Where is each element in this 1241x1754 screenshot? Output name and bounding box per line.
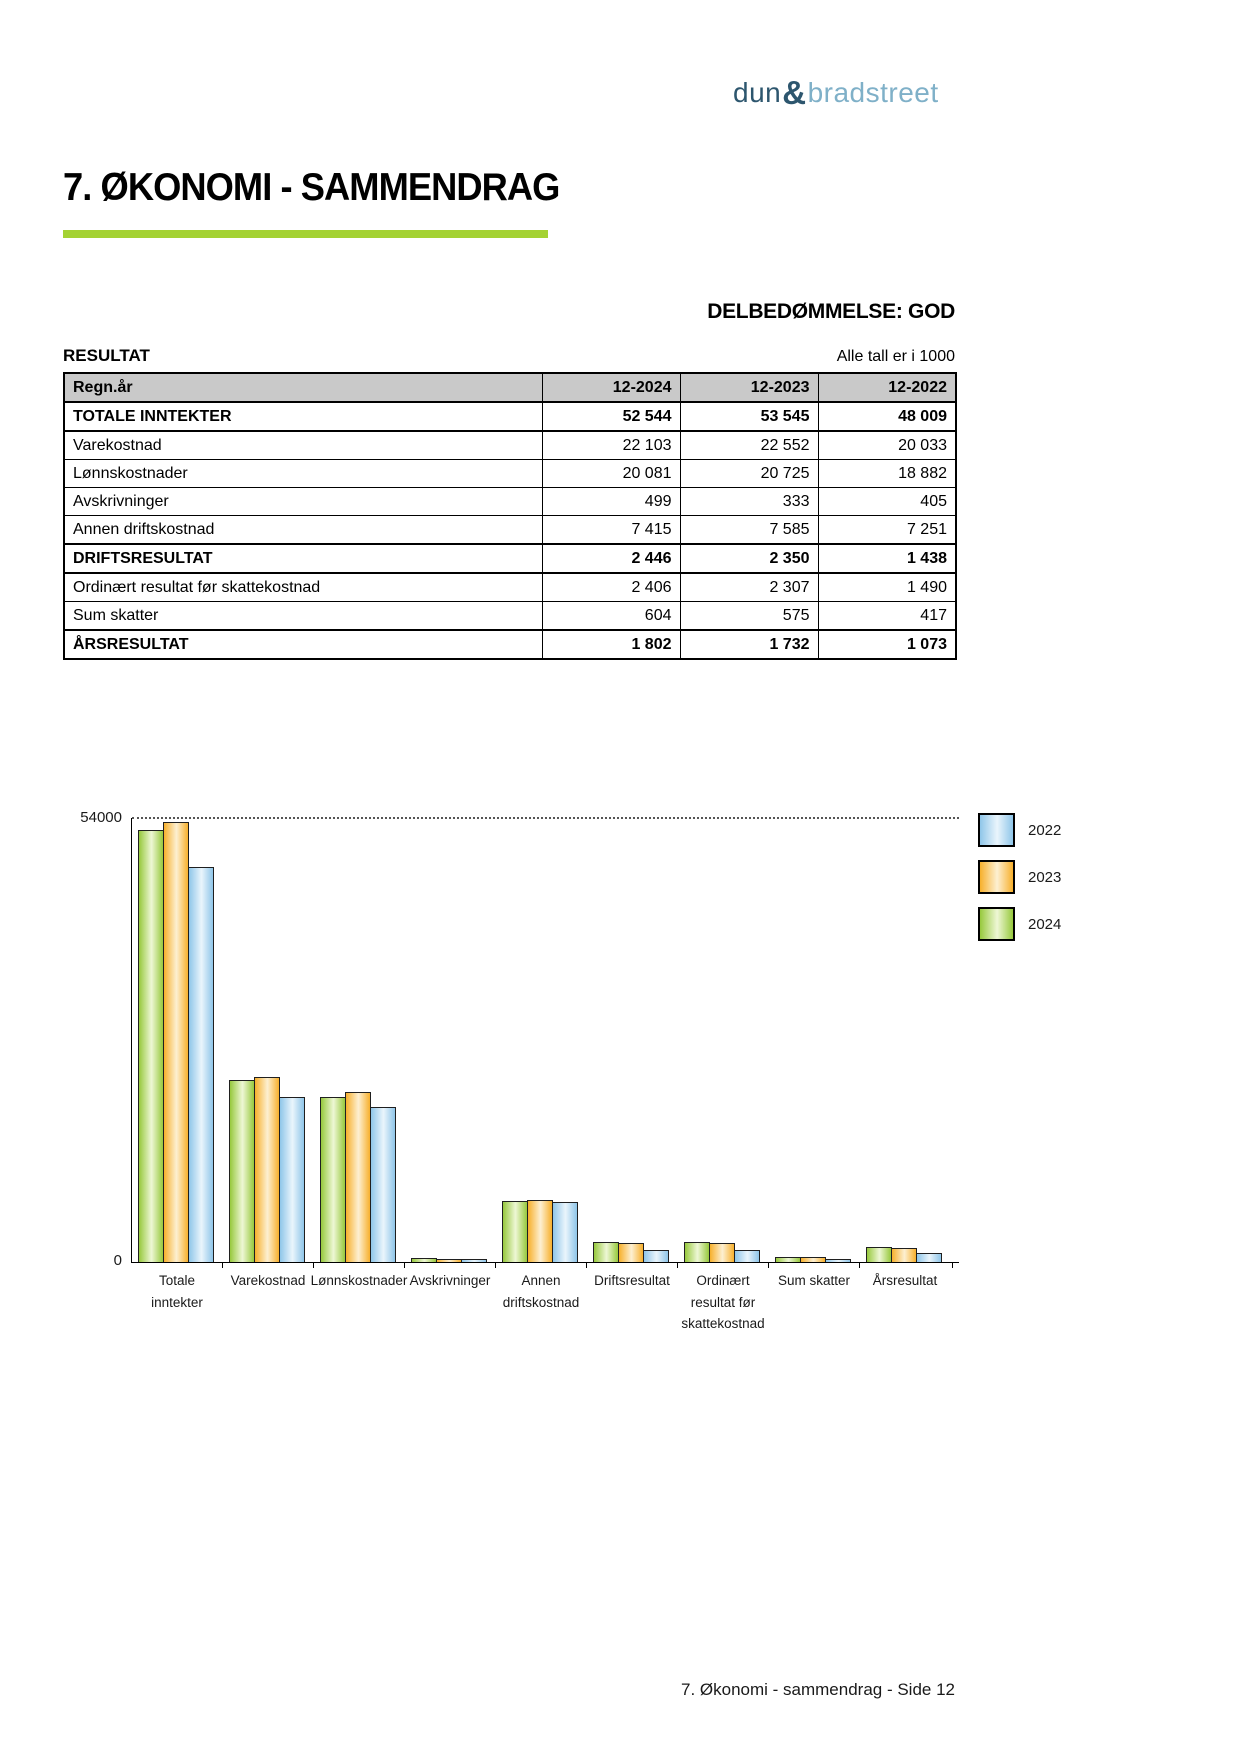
row-value: 333 bbox=[680, 488, 818, 516]
bar-group-4 bbox=[411, 1258, 489, 1262]
x-axis-tick bbox=[222, 1262, 223, 1268]
table-row bbox=[64, 573, 956, 602]
x-axis-tick bbox=[313, 1262, 314, 1268]
row-value: 7 251 bbox=[818, 516, 956, 545]
row-value: 405 bbox=[818, 488, 956, 516]
row-label: Annen driftskostnad bbox=[64, 516, 542, 545]
row-label: TOTALE INNTEKTER bbox=[64, 402, 542, 431]
row-value: 2 406 bbox=[542, 573, 680, 602]
column-header: 12-2024 bbox=[542, 373, 680, 402]
category-label-line: Driftsresultat bbox=[594, 1273, 670, 1288]
row-label: Ordinært resultat før skattekostnad bbox=[64, 573, 542, 602]
category-label-line: Sum skatter bbox=[777, 1273, 851, 1288]
category-label-line: driftskostnad bbox=[502, 1294, 580, 1310]
bar-2024 bbox=[411, 1258, 437, 1262]
table-row bbox=[64, 516, 956, 545]
bar-2024 bbox=[593, 1242, 619, 1262]
page-title: 7. ØKONOMI - SAMMENDRAG bbox=[63, 166, 560, 209]
row-value: 1 438 bbox=[818, 544, 956, 573]
bar-2023 bbox=[254, 1077, 280, 1262]
bar-group-1 bbox=[138, 822, 216, 1262]
bar-2023 bbox=[527, 1200, 553, 1262]
table-row bbox=[64, 630, 956, 659]
rating-label: DELBEDØMMELSE: GOD bbox=[707, 300, 955, 323]
bar-group-6 bbox=[593, 1242, 671, 1262]
category-label-line: Avskrivninger bbox=[409, 1273, 491, 1288]
bar-2022 bbox=[916, 1253, 942, 1262]
row-value: 22 552 bbox=[680, 431, 818, 460]
row-value: 2 446 bbox=[542, 544, 680, 573]
table-row bbox=[64, 460, 956, 488]
bar-2024 bbox=[229, 1080, 255, 1262]
bar-2024 bbox=[866, 1247, 892, 1262]
row-value: 22 103 bbox=[542, 431, 680, 460]
row-label: DRIFTSRESULTAT bbox=[64, 544, 542, 573]
category-label-line: Totale bbox=[158, 1273, 196, 1288]
x-axis-tick bbox=[859, 1262, 860, 1268]
x-axis-tick bbox=[586, 1262, 587, 1268]
bar-2023 bbox=[618, 1243, 644, 1262]
bar-2023 bbox=[436, 1259, 462, 1262]
bar-2022 bbox=[552, 1202, 578, 1262]
legend-swatch-2024 bbox=[978, 907, 1015, 941]
x-axis-tick bbox=[952, 1262, 953, 1268]
table-row bbox=[64, 602, 956, 631]
y-axis-max-label: 54000 bbox=[80, 809, 122, 826]
column-header: 12-2022 bbox=[818, 373, 956, 402]
row-value: 20 081 bbox=[542, 460, 680, 488]
bar-2024 bbox=[138, 830, 164, 1262]
category-label-line: Årsresultat bbox=[872, 1273, 938, 1288]
bar-2024 bbox=[775, 1257, 801, 1262]
logo-text-bradstreet: bradstreet bbox=[807, 77, 939, 108]
bar-2022 bbox=[734, 1250, 760, 1262]
row-label: Sum skatter bbox=[64, 602, 542, 631]
bar-2023 bbox=[345, 1092, 371, 1262]
bar-group-5 bbox=[502, 1200, 580, 1262]
x-axis-tick bbox=[677, 1262, 678, 1268]
bar-group-9 bbox=[866, 1247, 944, 1262]
results-table bbox=[63, 372, 957, 660]
bar-2022 bbox=[370, 1107, 396, 1262]
row-value: 1 732 bbox=[680, 630, 818, 659]
table-header-row bbox=[64, 373, 956, 402]
table-row bbox=[64, 431, 956, 460]
row-value: 499 bbox=[542, 488, 680, 516]
row-value: 1 802 bbox=[542, 630, 680, 659]
legend-swatch-2023 bbox=[978, 860, 1015, 894]
row-value: 417 bbox=[818, 602, 956, 631]
row-value: 2 307 bbox=[680, 573, 818, 602]
bar-2023 bbox=[709, 1243, 735, 1262]
row-value: 18 882 bbox=[818, 460, 956, 488]
row-value: 53 545 bbox=[680, 402, 818, 431]
bar-group-8 bbox=[775, 1257, 853, 1262]
row-value: 20 033 bbox=[818, 431, 956, 460]
row-value: 604 bbox=[542, 602, 680, 631]
row-label: Lønnskostnader bbox=[64, 460, 542, 488]
legend-item-2024 bbox=[978, 907, 1061, 941]
category-label-line: skattekostnad bbox=[681, 1316, 765, 1332]
row-value: 7 585 bbox=[680, 516, 818, 545]
row-value: 575 bbox=[680, 602, 818, 631]
row-value: 7 415 bbox=[542, 516, 680, 545]
legend-item-2022 bbox=[978, 813, 1061, 847]
max-gridline bbox=[132, 817, 959, 819]
category-label-line: resultat før bbox=[690, 1294, 756, 1310]
column-header: 12-2023 bbox=[680, 373, 818, 402]
legend-swatch-2022 bbox=[978, 813, 1015, 847]
x-axis-tick bbox=[768, 1262, 769, 1268]
row-label: Varekostnad bbox=[64, 431, 542, 460]
legend-label: 2023 bbox=[1028, 868, 1062, 886]
title-underline bbox=[63, 230, 548, 238]
page-footer: 7. Økonomi - sammendrag - Side 12 bbox=[680, 1680, 955, 1699]
category-label bbox=[845, 1270, 965, 1292]
bar-2022 bbox=[279, 1097, 305, 1262]
category-label-line: Lønnskostnader bbox=[310, 1273, 408, 1288]
row-value: 52 544 bbox=[542, 402, 680, 431]
section-label: RESULTAT bbox=[63, 346, 150, 365]
bar-2022 bbox=[461, 1259, 487, 1262]
row-value: 2 350 bbox=[680, 544, 818, 573]
category-label-line: Annen bbox=[521, 1273, 561, 1288]
table-body bbox=[64, 402, 956, 659]
table-row bbox=[64, 544, 956, 573]
bar-group-2 bbox=[229, 1077, 307, 1262]
ampersand-icon: & bbox=[782, 74, 807, 111]
legend-item-2023 bbox=[978, 860, 1061, 894]
bar-2023 bbox=[891, 1248, 917, 1262]
table-row bbox=[64, 402, 956, 431]
bar-2022 bbox=[825, 1259, 851, 1262]
units-note: Alle tall er i 1000 bbox=[836, 348, 955, 365]
category-label-line: inntekter bbox=[151, 1294, 203, 1310]
column-header: Regn.år bbox=[64, 373, 542, 402]
bar-2023 bbox=[163, 822, 189, 1262]
legend-label: 2024 bbox=[1028, 915, 1062, 933]
bar-2024 bbox=[502, 1201, 528, 1262]
row-value: 48 009 bbox=[818, 402, 956, 431]
chart-plot-area bbox=[131, 818, 959, 1332]
bar-2022 bbox=[643, 1250, 669, 1262]
table-row bbox=[64, 488, 956, 516]
bar-group-7 bbox=[684, 1242, 762, 1262]
y-axis-zero-label: 0 bbox=[113, 1252, 122, 1269]
legend-label: 2022 bbox=[1028, 821, 1062, 839]
bar-2024 bbox=[684, 1242, 710, 1262]
bar-2022 bbox=[188, 867, 214, 1262]
row-value: 20 725 bbox=[680, 460, 818, 488]
x-axis-tick bbox=[404, 1262, 405, 1268]
category-label-line: Varekostnad bbox=[230, 1273, 306, 1288]
bar-2023 bbox=[800, 1257, 826, 1262]
x-axis-tick bbox=[495, 1262, 496, 1268]
bar-group-3 bbox=[320, 1092, 398, 1262]
bar-2024 bbox=[320, 1097, 346, 1262]
dun-bradstreet-logo bbox=[733, 72, 939, 110]
row-label: ÅRSRESULTAT bbox=[64, 630, 542, 659]
logo-text-dun: dun bbox=[733, 77, 782, 108]
row-value: 1 073 bbox=[818, 630, 956, 659]
row-label: Avskrivninger bbox=[64, 488, 542, 516]
category-label-line: Ordinært bbox=[696, 1273, 750, 1288]
row-value: 1 490 bbox=[818, 573, 956, 602]
chart-legend bbox=[978, 813, 1061, 954]
